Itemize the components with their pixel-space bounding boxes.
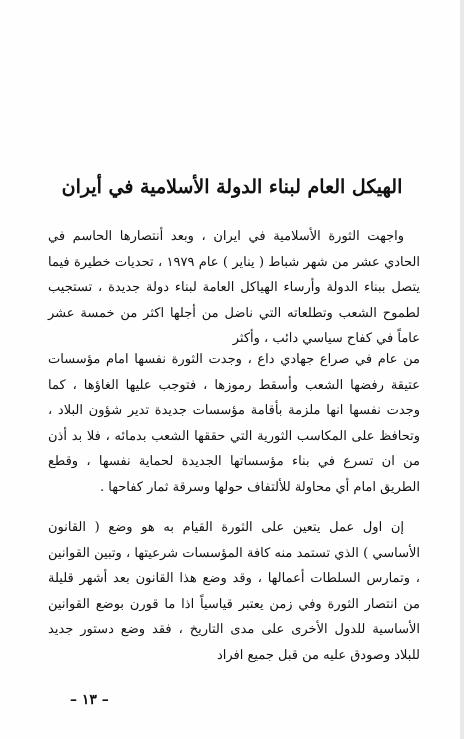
paragraph-text: واجهت الثورة الأسلامية في ايران ، وبعد أنتصارها الحاسم في الحادي عشر من شهر شباط ( يناير ) عام ١٩٧٩ ، تحديات خطيرة فيما يتصل ببناء الدولة وأرساء الهياكل العامة لبناء دولة جديدة ، تستجيب لطموح الشعب وتطلعاته التي ناضل من أجلها اكثر من خمسة عشر عاماً في كفاح سياسي دائب ، وأكثر [48,229,420,347]
paragraph-3 [48,515,420,669]
page-number: – ١٣ – [70,692,109,708]
paragraph-1 [48,224,420,352]
scan-edge [460,0,464,739]
paragraph-text: إن اول عمل يتعين على الثورة القيام به هو وضع ( القانون الأساسي ) الذي تستمد منه كافة المؤسسات شرعيتها ، وتبين القوانين ، وتمارس السلطات أعمالها ، وقد وضع هذا القانون بعد أشهر قليلة من انتصار الثورة وفي زمن يعتبر قياسياً اذا ما قورن بوضع القوانين الأساسية للدول الأخرى على مدى التاريخ ، فقد وضع دستور جديد للبلاد وصودق عليه من قبل جميع افراد [48,520,420,663]
paragraph-text: من عام في صراع جهادي داع ، وجدت الثورة نفسها امام مؤسسات عتيقة رفضها الشعب وأسقط رموزها ، فتوجب عليها الغاؤها ، كما وجدت نفسها انها ملزمة بأقامة مؤسسات جديدة تدير شؤون البلاد ، وتحافظ على المكاسب الثورية التي حققها الشعب بدمائه ، فلا بد أذن من ان تسرع في بناء مؤسساتها الجديدة لحماية نفسها ، وقطع الطريق امام أي محاولة للألتفاف حولها وسرقة ثمار كفاحها . [48,352,420,495]
paragraph-2 [48,347,420,501]
chapter-title: الهيكل العام لبناء الدولة الأسلامية في أيران [61,175,403,198]
